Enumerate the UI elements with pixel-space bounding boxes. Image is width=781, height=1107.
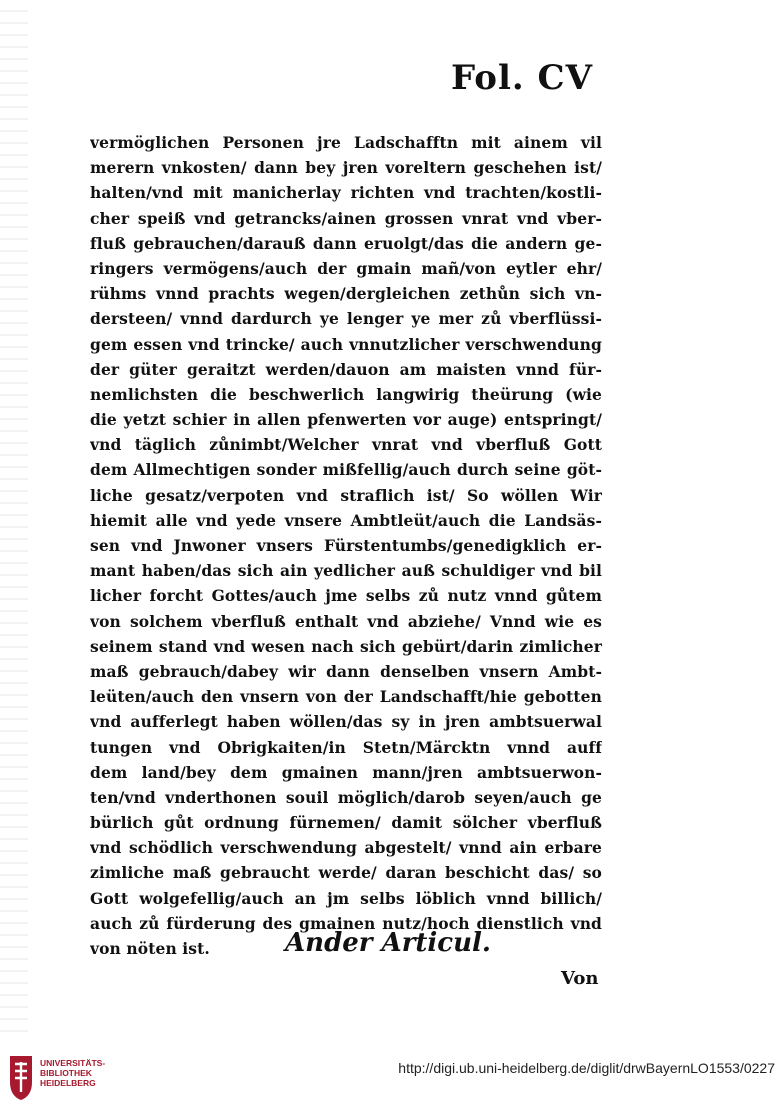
text-line: gem essen vnd trincke/ auch vnnutzlicher verschwendung xyxy=(90,334,602,354)
text-line: tungen vnd Obrigkaiten/in Stetn/Märcktn vnnd auff xyxy=(90,737,602,757)
text-line: Gott wolgefellig/auch an jm selbs löblich vnnd billich/ xyxy=(90,888,602,908)
text-line: maß gebrauch/dabey wir dann denselben vnsern Ambt- xyxy=(90,661,602,681)
text-line: vnd täglich zůnimbt/Welcher vnrat vnd vberfluß Gott xyxy=(90,435,602,455)
text-line: licher forcht Gottes/auch jme selbs zů nutz vnnd gůtem xyxy=(90,586,602,606)
library-name-line: BIBLIOTHEK xyxy=(40,1068,92,1078)
catchword: Von xyxy=(561,968,599,989)
text-line: dersteen/ vnnd dardurch ye lenger ye mer zů vberflüssi- xyxy=(90,309,602,329)
text-line: vnd schödlich verschwendung abgestelt/ vnnd ain erbare xyxy=(90,838,602,858)
text-line: von solchem vberfluß enthalt vnd abziehe/ Vnnd wie es xyxy=(90,611,602,631)
library-name-line: HEIDELBERG xyxy=(40,1078,96,1088)
text-line: vermöglichen Personen jre Ladschafftn mit ainem vil xyxy=(90,133,602,152)
article-heading: Ander Articul. xyxy=(285,928,491,958)
text-line: cher speiß vnd getrancks/ainen grossen vnrat vnd vber- xyxy=(90,208,602,228)
library-name[interactable] xyxy=(40,1058,105,1088)
text-line: mant haben/das sich ain yedlicher auß schuldiger vnd bil xyxy=(90,561,602,581)
folio-number: Fol. CV xyxy=(451,58,593,98)
text-line: ten/vnd vnderthonen souil möglich/darob seyen/auch ge xyxy=(90,787,602,807)
text-line: vnd aufferlegt haben wöllen/das sy in jren ambtsuerwal xyxy=(90,712,602,732)
text-line: von nöten ist. xyxy=(90,939,210,958)
text-line: seinem stand vnd wesen nach sich gebürt/darin zimlicher xyxy=(90,636,602,656)
text-line: die yetzt schier in allen pfenwerten vor auge) entspringt/ xyxy=(90,410,602,430)
text-line: rühms vnnd prachts wegen/dergleichen zethůn sich vn- xyxy=(90,284,602,304)
body-text xyxy=(90,130,602,961)
source-url-link[interactable]: http://digi.ub.uni-heidelberg.de/diglit/drwBayernLO1553/0227 xyxy=(398,1060,775,1076)
text-line: auch zů fürderung des gmainen nutz/hoch dienstlich vnd xyxy=(90,913,602,933)
text-line: nemlichsten die beschwerlich langwirig theürung (wie xyxy=(90,384,602,404)
text-line: zimliche maß gebraucht werde/ daran beschicht das/ so xyxy=(90,863,602,883)
text-line: dem land/bey dem gmainen mann/jren ambtsuerwon- xyxy=(90,762,602,782)
text-line: hiemit alle vnd yede vnsere Ambtleüt/auch die Landsäs- xyxy=(90,510,602,530)
text-line: halten/vnd mit manicherlay richten vnd trachten/kostli- xyxy=(90,183,602,203)
footer-bar xyxy=(0,1048,781,1107)
university-library-logo-icon[interactable] xyxy=(6,1052,36,1102)
text-line: liche gesatz/verpoten vnd straflich ist/ So wöllen Wir xyxy=(90,485,602,505)
text-line: sen vnd Jnwoner vnsers Fürstentumbs/genedigklich er- xyxy=(90,536,602,555)
text-line: dem Allmechtigen sonder mißfellig/auch durch seine göt- xyxy=(90,460,602,480)
text-line: fluß gebrauchen/darauß dann eruolgt/das die andern ge- xyxy=(90,233,602,253)
text-line: leüten/auch den vnsern von der Landschafft/hie gebotten xyxy=(90,687,602,707)
text-line: der güter geraitzt werden/dauon am maisten vnnd für- xyxy=(90,359,602,379)
text-line: bürlich gůt ordnung fürnemen/ damit sölcher vberfluß xyxy=(90,813,602,833)
text-line: merern vnkosten/ dann bey jren voreltern geschehen ist/ xyxy=(90,158,602,178)
library-name-line: UNIVERSITÄTS- xyxy=(40,1058,106,1068)
text-line: ringers vermögens/auch der gmain mañ/von eytler ehr/ xyxy=(90,258,602,278)
scan-edge-shadow xyxy=(0,0,28,1040)
